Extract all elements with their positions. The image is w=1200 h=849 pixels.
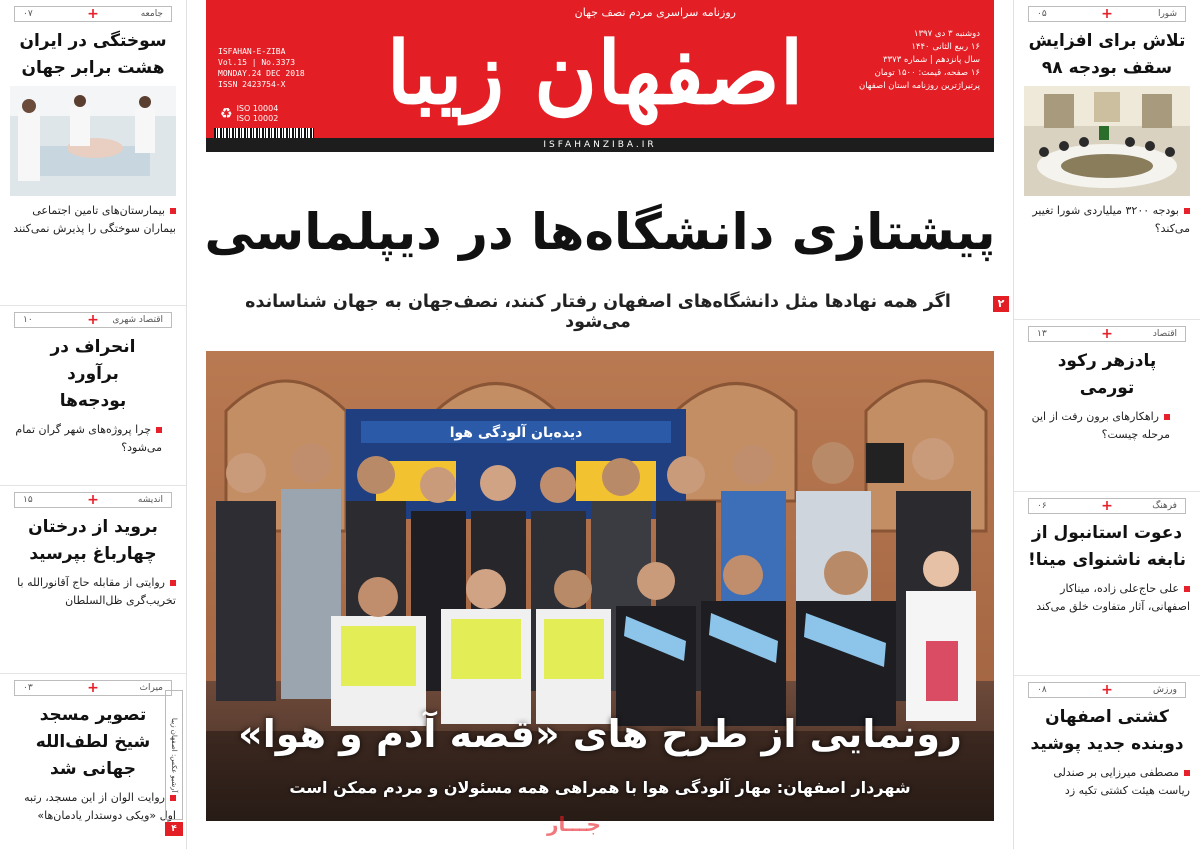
photo-page-badge: ۴ — [165, 822, 183, 836]
news-subtitle-text: علی حاج‌علی زاده، میناکار اصفهانی، آثار متفاوت خلق می‌کند — [1036, 582, 1190, 613]
news-item[interactable] — [0, 486, 186, 674]
plus-icon: + — [1101, 6, 1113, 22]
bullet-icon — [170, 208, 176, 214]
english-line: MONDAY.24 DEC 2018 — [218, 69, 305, 78]
date-line: ۱۶ ربیع الثانی ۱۴۴۰ — [911, 42, 980, 52]
sub-headline: اگر همه نهادها مثل دانشگاه‌های اصفهان رفتار کنند، نصف‌جهان به جهان شناسانده می‌شود — [245, 292, 951, 332]
issue-info-english — [218, 46, 305, 90]
photo-caption-title[interactable]: رونمایی از طرح های «قصه آدم و هوا» — [238, 712, 962, 756]
news-item[interactable] — [0, 674, 186, 849]
news-subtitle-text: بودجه ۳۲۰۰ میلیاردی شورا تغییر می‌کند؟ — [1032, 204, 1190, 235]
photo-credit: آرشیو عکس: اصفهان زیبا — [165, 690, 183, 820]
page-number: ۰۶ — [1037, 501, 1047, 511]
news-title[interactable]: سوختگی در ایران هشت برابر جهان — [19, 31, 167, 78]
section-label: جامعه — [140, 9, 163, 19]
section-label: میراث — [139, 683, 163, 693]
page-number: ۰۷ — [23, 9, 33, 19]
news-item[interactable] — [1014, 492, 1200, 676]
section-label: اندیشه — [137, 495, 163, 505]
right-news-column — [1014, 0, 1200, 849]
page-number: ۱۵ — [23, 495, 33, 505]
section-tag — [1028, 682, 1186, 698]
masthead-slogan: روزنامه سراسری مردم نصف جهان — [574, 6, 736, 19]
news-subtitle-text: روایتی از مقابله حاج آقانورالله با تخریب‌گری ظل‌السلطان — [17, 576, 176, 607]
section-label: ورزش — [1152, 685, 1177, 695]
page-number: ۰۳ — [23, 683, 33, 693]
bullet-icon — [1184, 586, 1190, 592]
news-title[interactable]: تصویر مسجد شیخ لطف‌الله جهانی شد — [35, 705, 151, 779]
date-line: پرتیراژترین روزنامه استان اصفهان — [858, 81, 980, 91]
source-watermark: جـــار — [547, 812, 601, 836]
website-bar[interactable]: ISFAHANZIBA.IR — [206, 138, 994, 152]
section-tag — [14, 680, 172, 696]
date-line: سال پانزدهم | شماره ۳۳۷۳ — [883, 55, 980, 65]
bullet-icon — [170, 580, 176, 586]
iso-line: ISO 10002 — [236, 114, 279, 123]
date-line: ۱۶ صفحه، قیمت: ۱۵۰۰ تومان — [874, 68, 980, 78]
news-item[interactable] — [1014, 676, 1200, 849]
english-line: ISFAHAN-E-ZIBA — [218, 47, 286, 56]
iso-certificates — [220, 104, 278, 124]
news-title[interactable]: انحراف در برآورد بودجه‌ها — [50, 337, 136, 411]
section-label: اقتصاد شهری — [112, 315, 163, 325]
news-subtitle — [10, 202, 176, 238]
plus-icon: + — [87, 312, 99, 328]
plus-icon: + — [87, 6, 99, 22]
iso-line: ISO 10004 — [236, 104, 279, 113]
english-line: ISSN 2423754-X — [218, 80, 286, 89]
news-item[interactable] — [0, 0, 186, 306]
front-page-center — [170, 0, 1013, 849]
news-subtitle — [1024, 580, 1190, 616]
left-news-column — [0, 0, 186, 849]
plus-icon: + — [1101, 326, 1113, 342]
section-label: فرهنگ — [1152, 501, 1177, 511]
news-title[interactable]: پادزهر رکود تورمی — [1057, 351, 1157, 398]
news-subtitle — [1024, 202, 1190, 238]
bullet-icon — [156, 427, 162, 433]
news-title[interactable]: تلاش برای افزایش سقف بودجه ۹۸ — [1028, 31, 1186, 78]
news-subtitle-text: راهکارهای برون رفت از این مرحله چیست؟ — [1031, 410, 1170, 441]
page-number: ۱۰ — [23, 315, 33, 325]
news-subtitle-text: مصطفی میرزایی بر صندلی ریاست هیئت کشتی تکیه زد — [1053, 766, 1190, 797]
section-tag — [14, 312, 172, 328]
section-tag — [14, 6, 172, 22]
news-title[interactable]: بروید از درختان چهارباغ بپرسید — [28, 517, 158, 564]
page-number: ۰۵ — [1037, 9, 1047, 19]
news-subtitle-text: روایت الوان از این مسجد، رتبه اول «ویکی دوستدار یادمان‌ها» — [24, 791, 176, 822]
page-badge: ۲ — [993, 296, 1009, 312]
plus-icon: + — [87, 492, 99, 508]
section-tag — [1028, 326, 1186, 342]
bullet-icon — [1184, 208, 1190, 214]
council-meeting-photo — [1024, 86, 1190, 196]
photo-caption-subtitle: شهردار اصفهان: مهار آلودگی هوا با همراهی همه مسئولان و مردم ممکن است — [289, 778, 911, 797]
page-number: ۰۸ — [1037, 685, 1047, 695]
section-label: شورا — [1157, 9, 1177, 19]
page-number: ۱۳ — [1037, 329, 1047, 339]
news-subtitle-text: چرا پروژه‌های شهر گران تمام می‌شود؟ — [15, 423, 162, 454]
main-headline[interactable]: پیشتازی دانشگاه‌ها در دیپلماسی — [204, 203, 996, 261]
bullet-icon — [1184, 770, 1190, 776]
news-item[interactable] — [1014, 0, 1200, 320]
news-subtitle — [1024, 764, 1190, 800]
news-subtitle — [10, 574, 176, 610]
plus-icon: + — [1101, 682, 1113, 698]
section-tag — [1028, 498, 1186, 514]
newspaper-logo[interactable]: اصفهان زیبا — [386, 23, 804, 124]
plus-icon: + — [87, 680, 99, 696]
banner-text: دیده‌بان آلودگی هوا — [449, 425, 583, 441]
bullet-icon — [1164, 414, 1170, 420]
news-title[interactable]: دعوت استانبول از نابغه ناشنوای مینا! — [1028, 523, 1186, 570]
section-tag — [14, 492, 172, 508]
news-subtitle-text: بیمارستان‌های تامین اجتماعی بیماران سوختگی را پذیرش نمی‌کنند — [13, 204, 176, 235]
news-item[interactable] — [0, 306, 186, 486]
plus-icon: + — [1101, 498, 1113, 514]
masthead — [206, 0, 994, 152]
issue-date-info — [830, 28, 980, 93]
hospital-photo — [10, 86, 176, 196]
news-title[interactable]: کشتی اصفهان دوبنده جدید پوشید — [1030, 707, 1184, 754]
recycle-icon: ♻ — [220, 106, 233, 122]
section-tag — [1028, 6, 1186, 22]
news-item[interactable] — [1014, 320, 1200, 492]
english-line: Vol.15 | No.3373 — [218, 58, 296, 67]
news-subtitle — [10, 421, 176, 457]
news-subtitle — [1024, 408, 1190, 444]
column-divider — [1013, 0, 1014, 849]
date-line: دوشنبه ۳ دی ۱۳۹۷ — [913, 29, 980, 39]
news-subtitle — [10, 789, 176, 825]
section-label: اقتصاد — [1152, 329, 1177, 339]
